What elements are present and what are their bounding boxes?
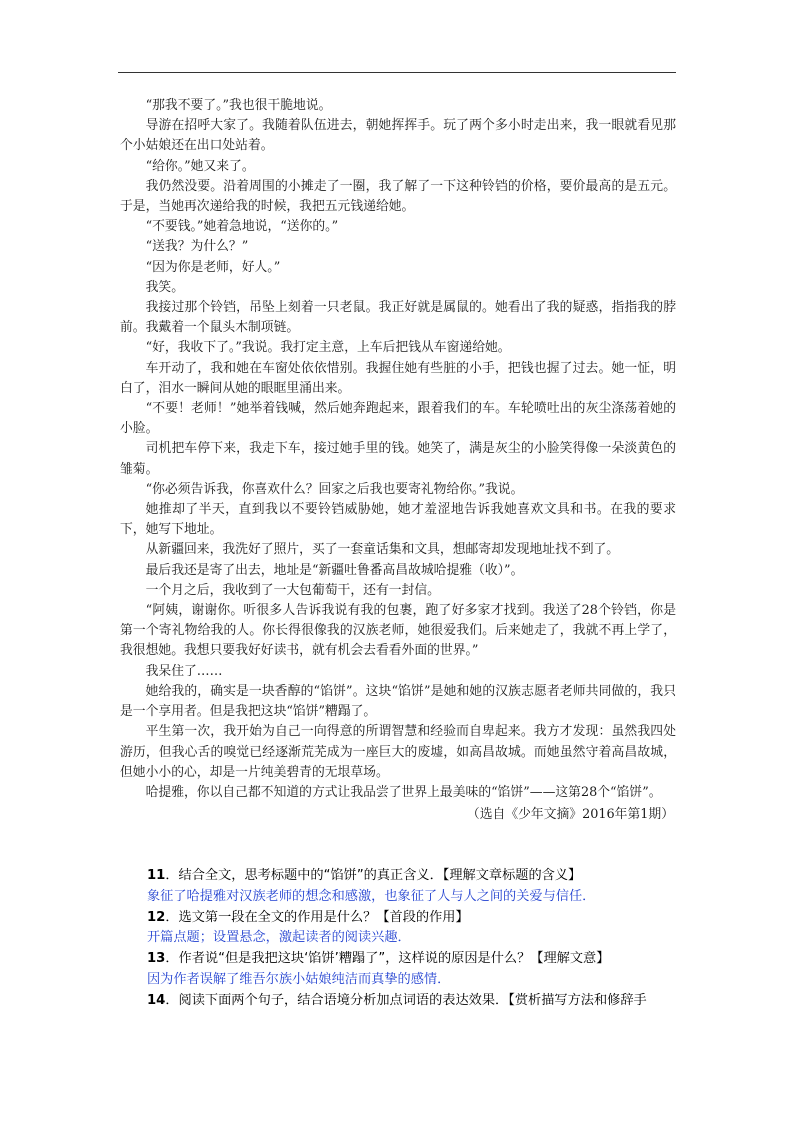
answer-11: 象征了哈提雅对汉族老师的想念和感激，也象征了人与人之间的关爱与信任． [147,888,596,904]
answer-12: 开篇点题；设置悬念，激起读者的阅读兴趣． [147,930,411,946]
answer-13: 因为作者误解了维吾尔族小姑娘纯洁而真挚的感情． [147,971,451,987]
question-text: ．选文第一段在全文的作用是什么？【首段的作用】 [165,909,469,925]
paragraph: 车开动了，我和她在车窗处依依惜别。我握住她有些脏的小手，把钱也握了过去。她一怔，明白了，泪水一瞬间从她的眼眶里涌出来。 [120,360,676,396]
question-section [147,866,679,1012]
paragraph: “阿姨，谢谢你。听很多人告诉我说有我的包裹，跑了好多家才找到。我送了28个铃铛，你是第一个寄礼物给我的人。你长得很像我的汉族老师，她很爱我们。后来她走了，我就不再上学了，我很想她。我想只要我好好读书，就有机会去看看外面的世界。” [120,603,676,659]
paragraph: “不要钱。”她着急地说，“送你的。” [145,219,339,235]
paragraph: 我笑。 [145,279,184,295]
paragraph: 一个月之后，我收到了一大包葡萄干，还有一封信。 [145,582,440,598]
question-11 [147,866,679,887]
paragraph: 我接过那个铃铛，吊坠上刻着一只老鼠。我正好就是属鼠的。她看出了我的疑惑，指指我的脖前。我戴着一个鼠头木制项链。 [120,300,676,336]
article-body [120,96,676,825]
question-number: 11 [147,868,166,883]
source-citation: （选自《少年文摘》2016年第1期） [466,807,674,823]
paragraph: 从新疆回来，我洗好了照片，买了一套童话集和文具，想邮寄却发现地址找不到了。 [145,542,620,558]
header-rule [118,72,676,73]
paragraph: 司机把车停下来，我走下车，接过她手里的钱。她笑了，满是灰尘的小脸笑得像一朵淡黄色的雏菊。 [120,441,676,477]
paragraph: 她推却了半天，直到我以不要铃铛威胁她，她才羞涩地告诉我她喜欢文具和书。在我的要求下，她写下地址。 [120,502,676,538]
paragraph: 导游在招呼大家了。我随着队伍进去，朝她挥挥手。玩了两个多小时走出来，我一眼就看见那个小姑娘还在出口处站着。 [120,118,676,154]
paragraph: 她给我的，确实是一块香醇的“馅饼”。这块“馅饼”是她和她的汉族志愿者老师共同做的，我只是一个享用者。但是我把这块“馅饼”糟蹋了。 [120,683,676,720]
paragraph: “那我不要了。”我也很干脆地说。 [145,98,332,113]
question-text: ．作者说“但是我把这块‘馅饼’糟蹋了”，这样说的原因是什么？【理解文意】 [165,951,610,967]
question-text: ．阅读下面两个句子，结合语境分析加点词语的表达效果．【赏析描写方法和修辞手 [165,992,647,1008]
paragraph: “因为你是老师，好人。” [145,259,281,275]
question-number: 14 [147,992,166,1008]
question-number: 12 [147,909,166,925]
paragraph: 我呆住了…… [145,663,223,679]
paragraph: “好，我收下了。”我说。我打定主意，上车后把钱从车窗递给她。 [145,340,511,356]
question-13 [147,949,679,970]
paragraph: 平生第一次，我开始为自己一向得意的所谓智慧和经验而自卑起来。我方才发现：虽然我四处游历，但我心舌的嗅觉已经逐渐荒芜成为一座巨大的废墟，如高昌故城。而她虽然守着高昌故城，但她小小的心，却是一片纯美碧青的无垠草场。 [120,724,676,780]
paragraph: “给你。”她又来了。 [145,158,255,174]
paragraph: 哈提雅，你以自己都不知道的方式让我品尝了世界上最美味的“馅饼”——这第28个“馅饼”。 [145,784,662,800]
question-12 [147,908,679,929]
paragraph: 最后我还是寄了出去，地址是“新疆吐鲁番高昌故城哈提雅（收）”。 [145,562,524,578]
paragraph: “你必须告诉我，你喜欢什么？回家之后我也要寄礼物给你。”我说。 [145,481,524,497]
question-number: 13 [147,951,166,967]
paragraph: 我仍然没要。沿着周围的小摊走了一圈，我了解了一下这种铃铛的价格，要价最高的是五元。于是，当她再次递给我的时候，我把五元钱递给她。 [120,178,676,215]
question-text: ．结合全文，思考标题中的“馅饼”的真正含义．【理解文章标题的含义】 [165,868,582,883]
paragraph: “不要！老师！”她举着钱喊，然后她奔跑起来，跟着我们的车。车轮喷吐出的灰尘涤荡着她的小脸。 [120,401,676,437]
question-14 [147,991,679,1012]
paragraph: “送我？为什么？” [145,239,249,255]
